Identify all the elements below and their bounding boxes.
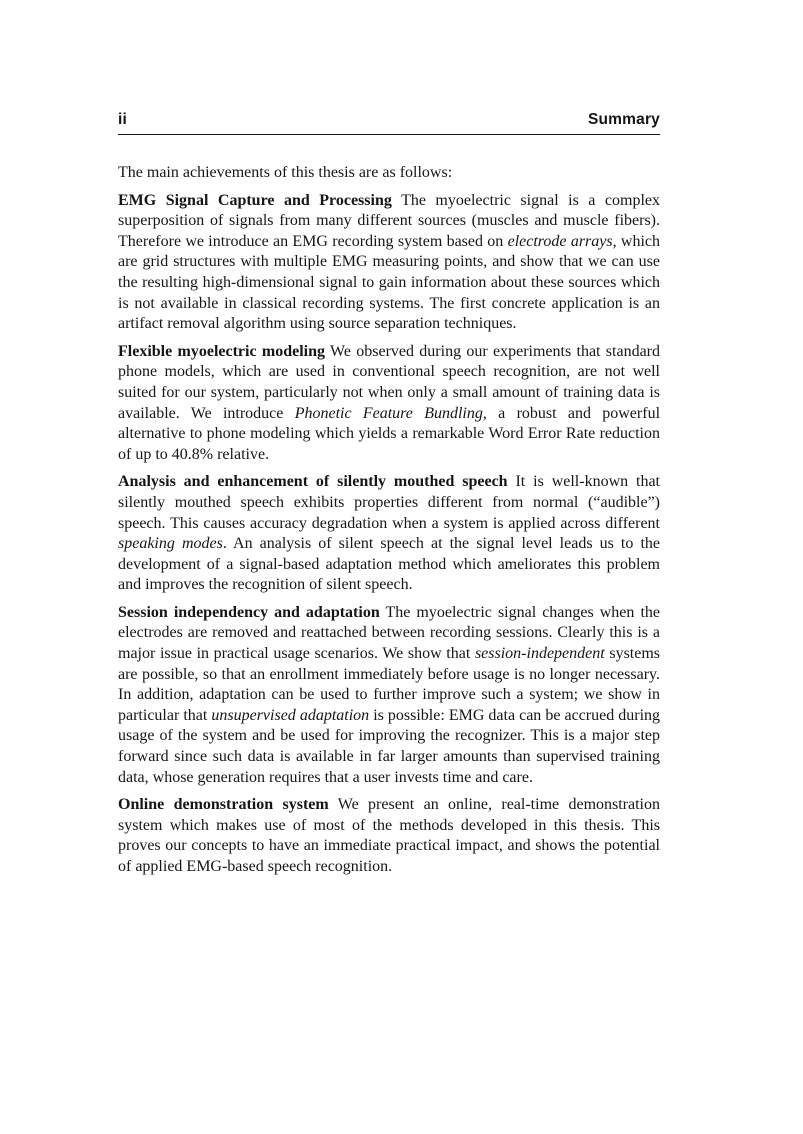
italic-term: electrode arrays bbox=[507, 232, 613, 250]
page-content bbox=[118, 111, 660, 878]
paragraph-text: . An analysis of silent speech at the signal level leads us to the development of a signal-based adaptation method which ameliorates this problem and improves the recognition of silent speech. bbox=[118, 535, 660, 594]
paragraph-lead: Session independency and adaptation bbox=[118, 603, 380, 621]
paragraph-text: systems are possible, so that an enrollment immediately before usage is no longer necessary. In addition, adaptation can be used to further improve such a system; we show in particular that bbox=[118, 645, 661, 724]
italic-term: speaking modes bbox=[118, 535, 223, 553]
paragraph-lead: Flexible myoelectric modeling bbox=[118, 342, 325, 360]
paragraph-text: , which are grid structures with multiple EMG measuring points, and show that we can use the resulting high-dimensional signal to gain information about these sources which is not available in classical recording systems. The first concrete application is an artifact removal algorithm using source separation techniques. bbox=[118, 232, 661, 333]
running-header bbox=[118, 111, 660, 135]
paragraph-lead: EMG Signal Capture and Processing bbox=[118, 191, 392, 209]
paragraph-text: It is well-known that silently mouthed speech exhibits properties different from normal (“audible”) speech. This causes accuracy degradation when a system is applied across different bbox=[118, 473, 660, 532]
paragraph-lead: Online demonstration system bbox=[118, 796, 329, 814]
page-number: ii bbox=[118, 111, 128, 128]
intro-line: The main achievements of this thesis are as follows: bbox=[118, 164, 453, 181]
thesis-achievement-paragraph bbox=[118, 795, 660, 877]
italic-term: unsupervised adaptation bbox=[211, 706, 370, 724]
thesis-achievement-paragraph bbox=[118, 342, 660, 466]
summary-body bbox=[118, 163, 660, 878]
italic-term: Phonetic Feature Bundling bbox=[294, 404, 483, 422]
thesis-achievement-paragraph bbox=[118, 191, 660, 335]
paragraph-text: We present an online, real-time demonstration system which makes use of most of the methods developed in this thesis. This proves our concepts to have an immediate practical impact, and shows the potential of applied EMG-based speech recognition. bbox=[118, 796, 661, 875]
chapter-title: Summary bbox=[587, 111, 660, 128]
paragraph-text: is possible: EMG data can be accrued during usage of the system and be used for improving the recognizer. This is a major step forward since such data is available in far larger amounts than supervised training data, whose generation requires that a user invests time and care. bbox=[118, 706, 661, 786]
paragraph-text: The myoelectric signal is a complex superposition of signals from many different sources (muscles and muscle fibers). Therefore we introduce an EMG recording system based on bbox=[118, 191, 660, 250]
thesis-achievement-paragraph bbox=[118, 472, 660, 596]
paragraph-text: The myoelectric signal changes when the electrodes are removed and reattached between recording sessions. Clearly this is a major issue in practical usage scenarios. We show that bbox=[118, 603, 660, 663]
thesis-achievement-paragraph bbox=[118, 603, 660, 788]
paragraph-lead: Analysis and enhancement of silently mouthed speech bbox=[118, 473, 508, 491]
paragraph-text: We observed during our experiments that standard phone models, which are used in conventional speech recognition, are not well suited for our system, particularly not when only a small amount of training data is available. We introduce bbox=[118, 342, 660, 422]
paragraph-text: , a robust and powerful alternative to phone modeling which yields a remarkable Word Error Rate reduction of up to 40.8% relative. bbox=[118, 404, 661, 463]
italic-term: session-independent bbox=[474, 645, 605, 663]
